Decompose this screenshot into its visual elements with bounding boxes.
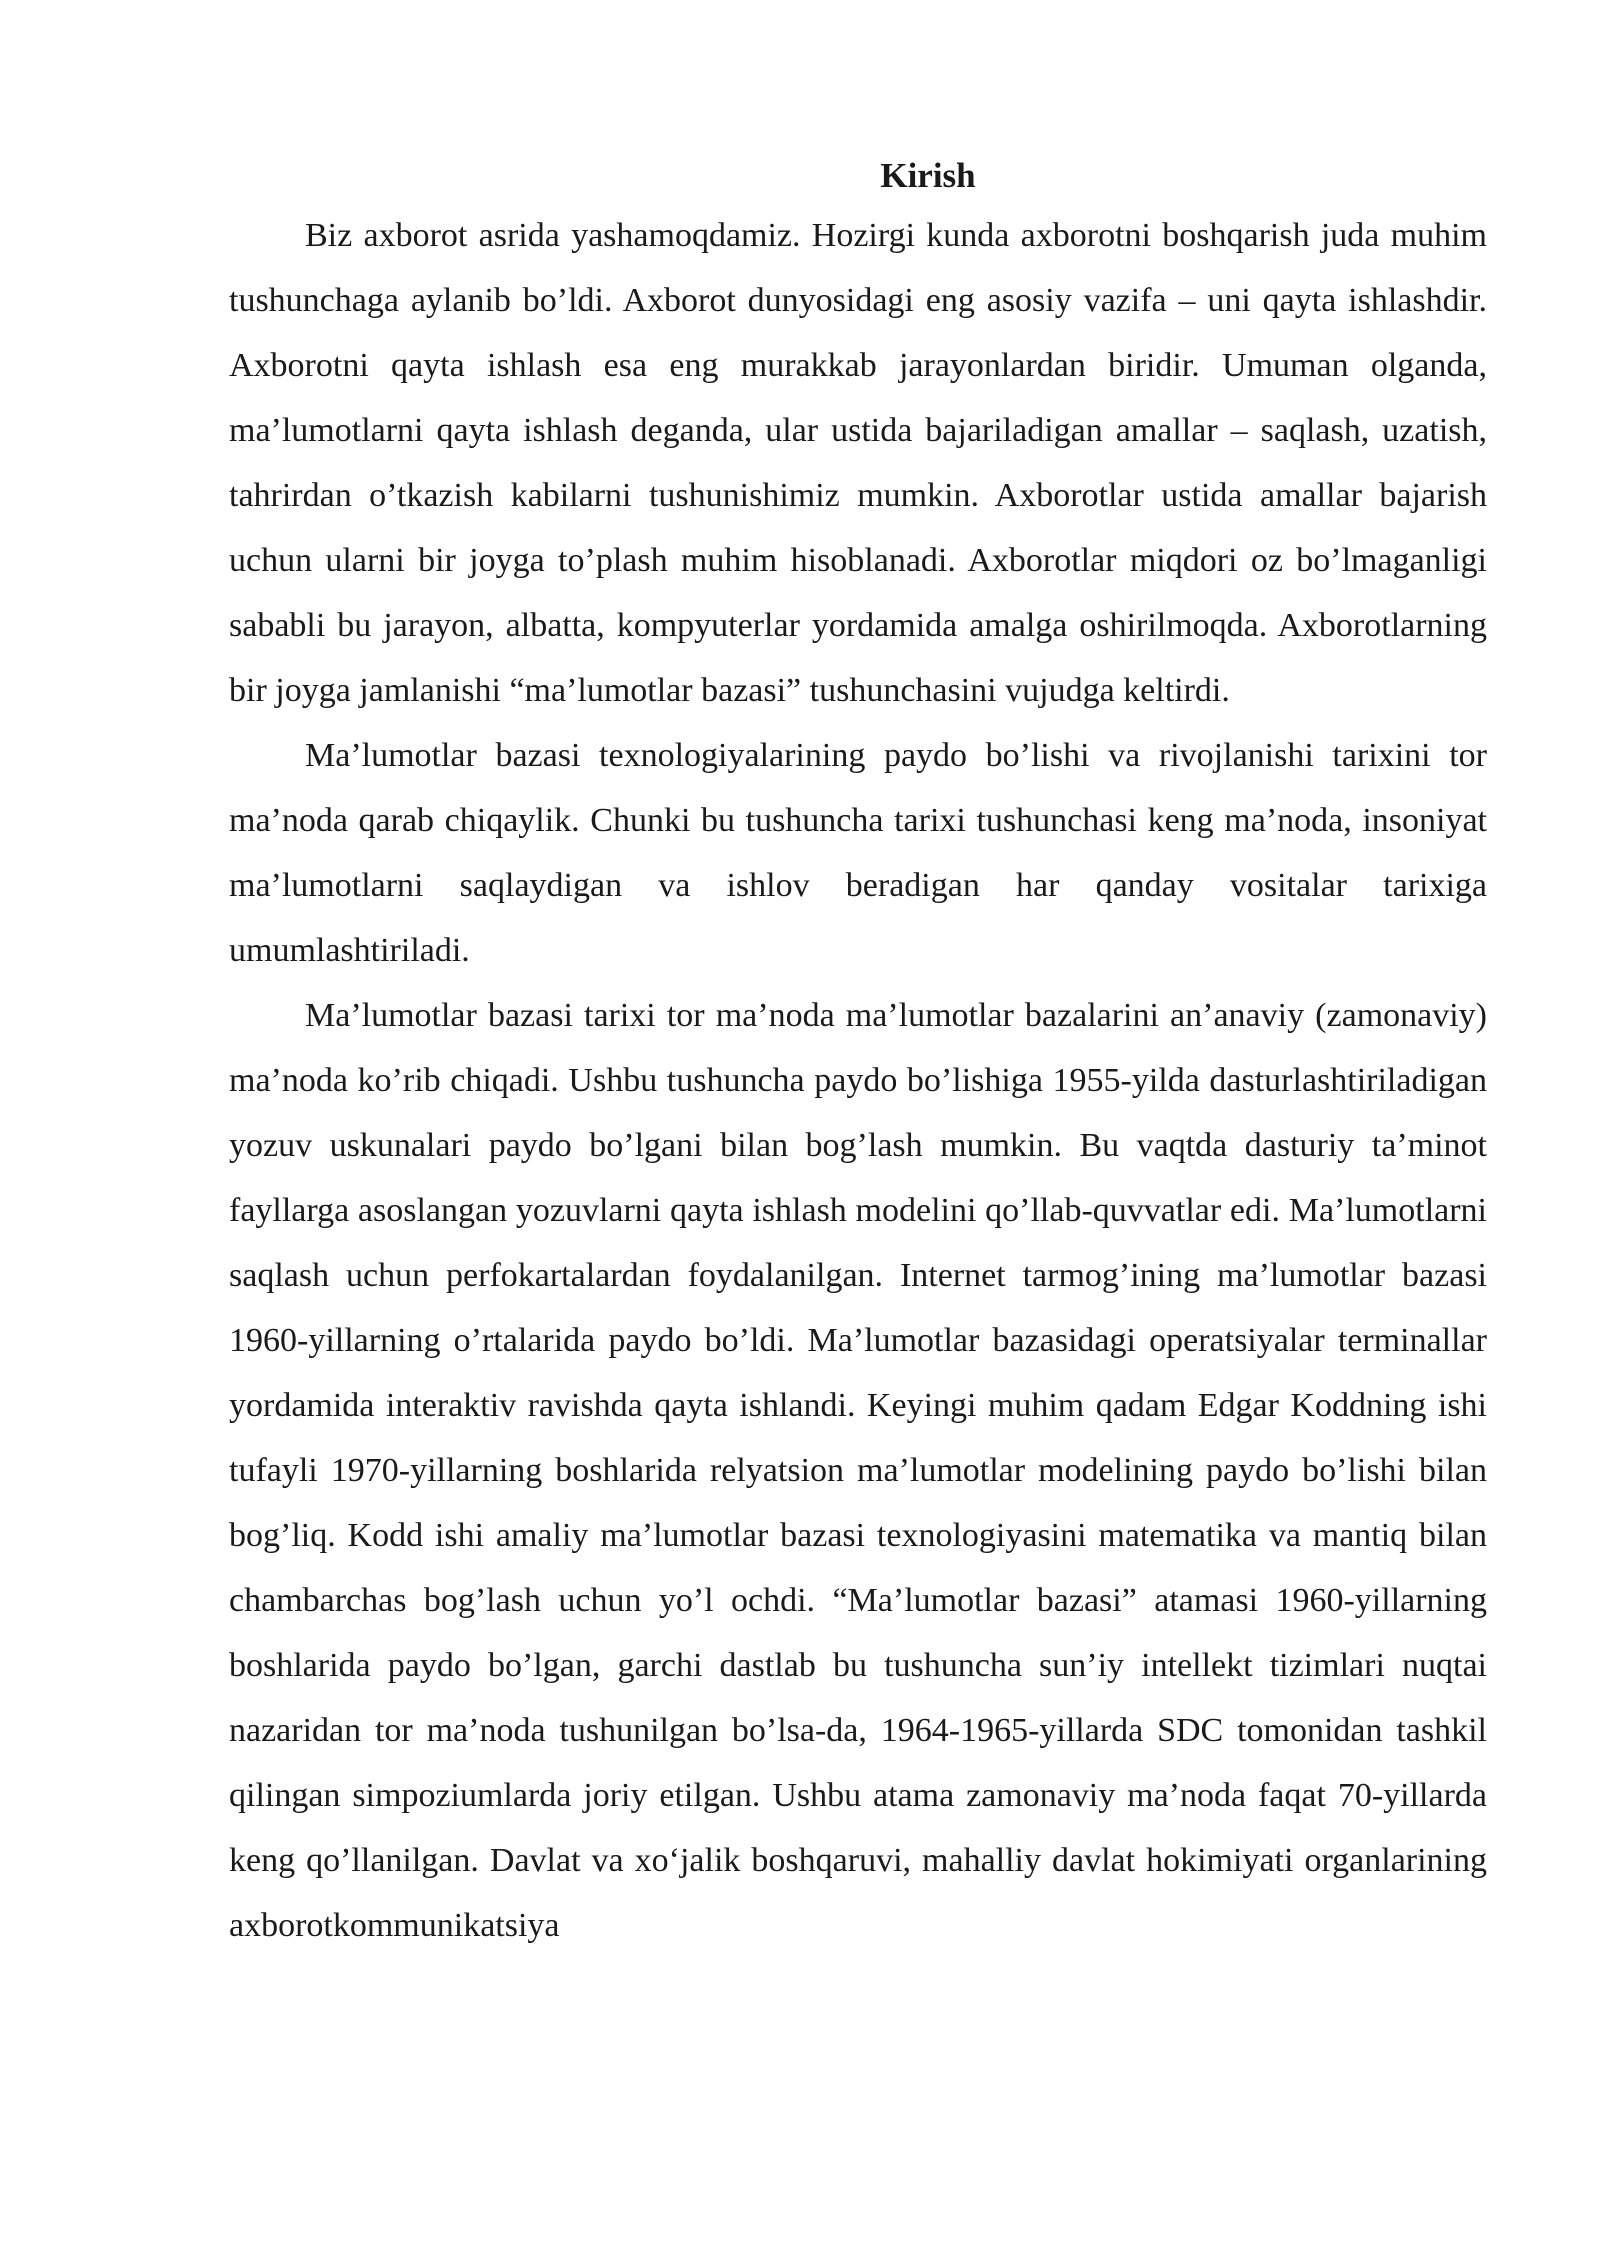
section-heading: Kirish — [880, 156, 976, 195]
document-body — [229, 148, 1487, 1958]
paragraph-database-history: Ma’lumotlar bazasi tarixi tor ma’noda ma’lumotlar bazalarini an’anaviy (zamonaviy) ma’noda ko’rib chiqadi. Ushbu tushuncha paydo bo’lishiga 1955-yilda dasturlashtiriladigan yozuv uskunalari paydo bo’lgani bilan bog’lash mumkin. Bu vaqtda dasturiy ta’minot fayllarga asoslangan yozuvlarni qayta ishlash modelini qo’llab-quvvatlar edi. Ma’lumotlarni saqlash uchun perfokartalardan foydalanilgan. Internet tarmog’ining ma’lumotlar bazasi 1960-yillarning o’rtalarida paydo bo’ldi. Ma’lumotlar bazasidagi operatsiyalar terminallar yordamida interaktiv ravishda qayta ishlandi. Keyingi muhim qadam Edgar Koddning ishi tufayli 1970-yillarning boshlarida relyatsion ma’lumotlar modelining paydo bo’lishi bilan bog’liq. Kodd ishi amaliy ma’lumotlar bazasi texnologiyasini matematika va mantiq bilan chambarchas bog’lash uchun yo’l ochdi. “Ma’lumotlar bazasi” atamasi 1960-yillarning boshlarida paydo bo’lgan, garchi dastlab bu tushuncha sun’iy intellekt tizimlari nuqtai nazaridan tor ma’noda tushunilgan bo’lsa-da, 1964-1965-yillarda SDC tomonidan tashkil qilingan simpoziumlarda joriy etilgan. Ushbu atama zamonaviy ma’noda faqat 70-yillarda keng qo’llanilgan. Davlat va xo‘jalik boshqaruvi, mahalliy davlat hokimiyati organlarining axborotkommunikatsiya — [229, 997, 1487, 1944]
paragraph-intro: Biz axborot asrida yashamoqdamiz. Hozirgi kunda axborotni boshqarish juda muhim tushunchaga aylanib bo’ldi. Axborot dunyosidagi eng asosiy vazifa – uni qayta ishlashdir. Axborotni qayta ishlash esa eng murakkab jarayonlardan biridir. Umuman olganda, ma’lumotlarni qayta ishlash deganda, ular ustida bajariladigan amallar – saqlash, uzatish, tahrirdan o’tkazish kabilarni tushunishimiz mumkin. Axborotlar ustida amallar bajarish uchun ularni bir joyga to’plash muhim hisoblanadi. Axborotlar miqdori oz bo’lmaganligi sababli bu jarayon, albatta, kompyuterlar yordamida amalga oshirilmoqda. Axborotlarning bir joyga jamlanishi “ma’lumotlar bazasi” tushunchasini vujudga keltirdi. — [229, 217, 1487, 709]
paragraph-history-scope: Ma’lumotlar bazasi texnologiyalarining paydo bo’lishi va rivojlanishi tarixini tor ma’noda qarab chiqaylik. Chunki bu tushuncha tarixi tushunchasi keng ma’noda, insoniyat ma’lumotlarni saqlaydigan va ishlov beradigan har qanday vositalar tarixiga umumlashtiriladi. — [229, 737, 1487, 969]
